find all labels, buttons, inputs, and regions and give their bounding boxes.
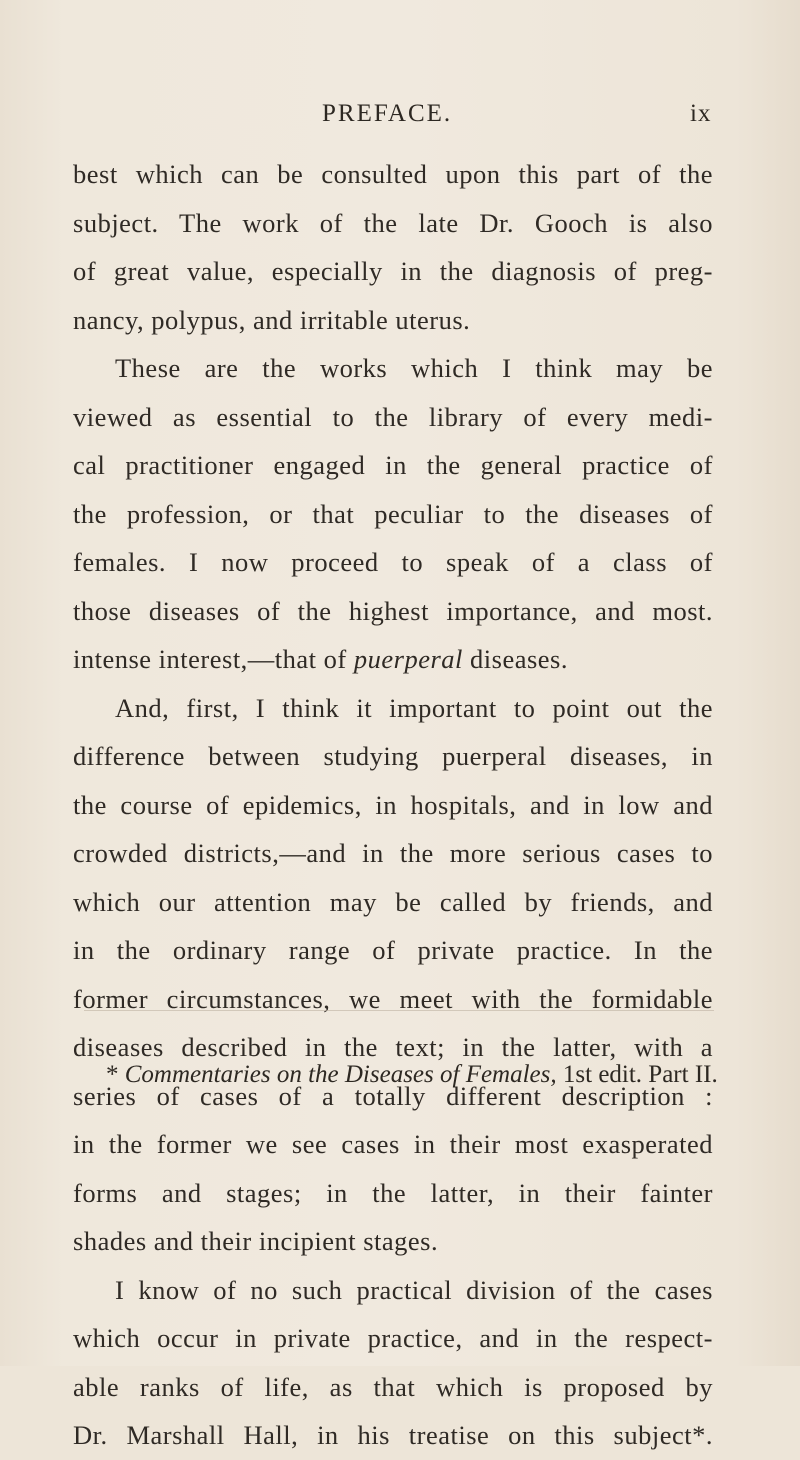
italic-phrase: puerperal <box>353 644 463 674</box>
text-segment: intense interest,—that of <box>73 644 354 674</box>
text-line: females. I now proceed to speak of a class of <box>73 547 713 577</box>
body-text <box>73 150 713 1460</box>
text-line: subject. The work of the late Dr. Gooch is also <box>73 207 713 238</box>
text-line: shades and their incipient stages. <box>73 1226 439 1256</box>
text-line: which our attention may be called by friends, and <box>73 886 713 917</box>
text-line: I know of no such practical division of the cases <box>115 1274 713 1305</box>
text-line: best which can be consulted upon this part of the <box>73 159 713 189</box>
text-line: series of cases of a totally different description : <box>73 1080 713 1111</box>
text-segment: diseases. <box>462 644 568 674</box>
text-line: the profession, or that peculiar to the diseases of <box>73 498 713 529</box>
footnote <box>106 1061 718 1089</box>
running-title: PREFACE. <box>322 100 453 127</box>
text-line: nancy, polypus, and irritable uterus. <box>73 304 471 335</box>
text-line: in the former we see cases in their most exasperated <box>73 1129 713 1159</box>
footnote-divider <box>84 1010 714 1011</box>
text-line: diseases described in the text; in the latter, with a <box>73 1032 713 1062</box>
text-line: of great value, especially in the diagnosis of preg- <box>73 256 713 286</box>
text-line: crowded districts,—and in the more serious cases to <box>73 838 713 868</box>
page-header <box>0 100 800 132</box>
text-line: difference between studying puerperal diseases, in <box>73 741 713 771</box>
text-line: And, first, I think it important to point out the <box>115 692 713 723</box>
footnote-edition: 1st edit. Part II. <box>556 1061 718 1088</box>
text-line: in the ordinary range of private practice. In the <box>73 935 713 965</box>
text-line: forms and stages; in the latter, in their fainter <box>73 1177 713 1208</box>
text-line: able ranks of life, as that which is proposed by <box>73 1371 713 1402</box>
text-line: Dr. Marshall Hall, in his treatise on this subject*. <box>73 1420 713 1450</box>
page-number: ix <box>690 100 712 127</box>
text-line <box>73 635 713 684</box>
text-line: the course of epidemics, in hospitals, and in low and <box>73 789 713 820</box>
footnote-marker: * <box>106 1061 119 1088</box>
text-line: which occur in private practice, and in the respect- <box>73 1323 713 1353</box>
text-line: These are the works which I think may be <box>115 353 713 383</box>
text-line: viewed as essential to the library of every medi- <box>73 401 713 432</box>
text-line: those diseases of the highest importance, and most. <box>73 595 713 626</box>
text-line: cal practitioner engaged in the general practice of <box>73 450 713 480</box>
footnote-title: Commentaries on the Diseases of Females, <box>124 1061 557 1088</box>
text-line: former circumstances, we meet with the formidable <box>73 983 713 1014</box>
